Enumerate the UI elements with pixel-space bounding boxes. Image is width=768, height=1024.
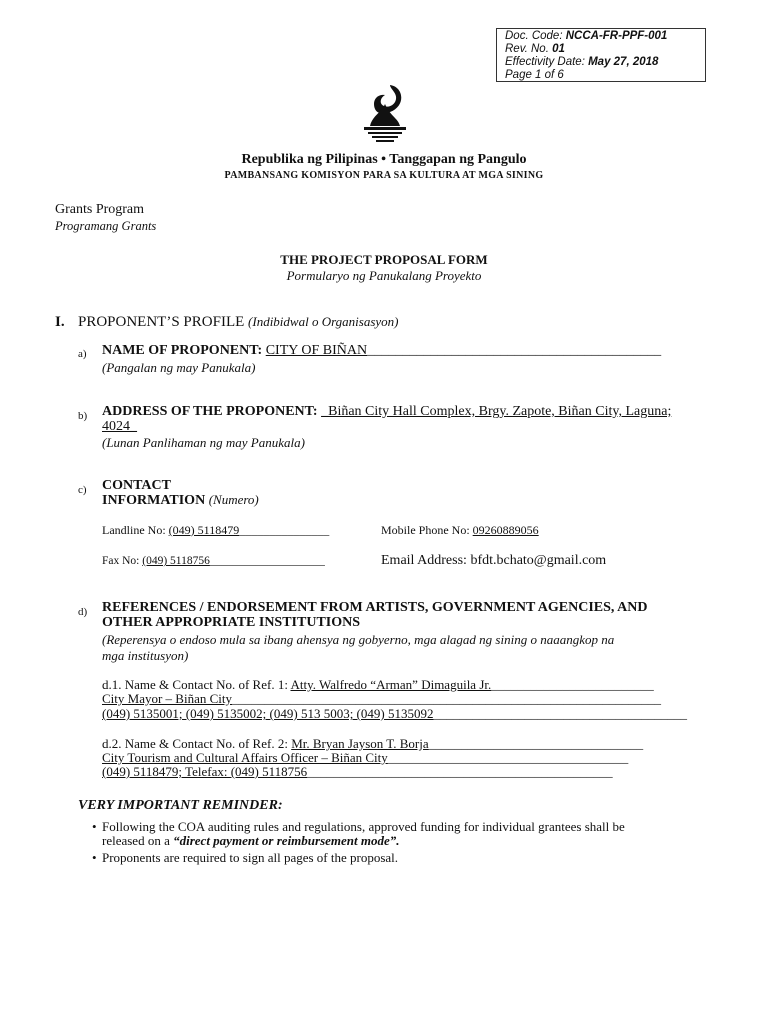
ref1-name: Atty. Walfredo “Arman” Dimaguila Jr. — [290, 677, 492, 692]
reminder-b1-emphasis: “direct payment or reimbursement mode”. — [173, 833, 400, 848]
effectivity-value: May 27, 2018 — [588, 56, 659, 68]
landline-value: (049) 5118479 — [168, 523, 240, 537]
form-title: THE PROJECT PROPOSAL FORM — [280, 252, 488, 267]
program-name: Grants Program — [55, 202, 145, 217]
bullet-icon: • — [92, 850, 97, 865]
item-b-letter: b) — [78, 410, 88, 422]
email-value: bfdt.bchato@gmail.com — [470, 553, 607, 568]
program-name-tl: Programang Grants — [55, 219, 157, 233]
ref2-name-line: _________________________________ — [428, 736, 644, 751]
item-a-letter: a) — [78, 348, 87, 360]
section-number: I. — [55, 314, 65, 330]
ref1-name-line: _________________________ — [491, 677, 654, 692]
references-title-line2: OTHER APPROPRIATE INSTITUTIONS — [102, 615, 361, 630]
agency-header-line1: Republika ng Pilipinas • Tanggapan ng Pangulo — [241, 152, 527, 167]
proponent-name-label: NAME OF PROPONENT: — [102, 343, 263, 358]
references-title-line1: REFERENCES / ENDORSEMENT FROM ARTISTS, GOVERNMENT AGENCIES, AND — [102, 600, 648, 615]
doc-code-value: NCCA-FR-PPF-001 — [565, 30, 668, 42]
rev-value: 01 — [552, 43, 565, 55]
ref2-phone-line: _______________________________________________ — [307, 764, 613, 779]
section-heading — [55, 314, 399, 331]
item-c-letter: c) — [78, 484, 87, 496]
item-d-letter: d) — [78, 606, 88, 618]
doc-code-label: Doc. Code: — [505, 30, 563, 42]
contact-label-tl: (Numero) — [208, 492, 259, 507]
ref2-phone-row — [102, 764, 613, 780]
ref2-title: City Tourism and Cultural Affairs Officer – Biñan City — [102, 750, 388, 765]
effectivity-label: Effectivity Date: — [505, 56, 585, 68]
address-value-line1: _Biñan City Hall Complex, Brgy. Zapote, Biñan City, Laguna; — [321, 404, 672, 419]
email-row — [381, 553, 606, 569]
ref2-phone: (049) 5118479; Telefax: (049) 5118756 — [102, 764, 308, 779]
proponent-name-row — [102, 343, 661, 359]
proponent-name-sub: (Pangalan ng may Panukala) — [102, 360, 256, 375]
section-title-tl: (Indibidwal o Organisasyon) — [248, 314, 399, 329]
proponent-name-line: __________________________________________ — [367, 343, 662, 358]
references-sub-line2: mga institusyon) — [102, 648, 189, 663]
reminder-title: VERY IMPORTANT REMINDER: — [78, 798, 283, 813]
address-label: ADDRESS OF THE PROPONENT: — [102, 404, 318, 419]
address-value-line2: 4024_ — [102, 419, 137, 434]
mobile-value: 09260889056 — [472, 523, 539, 537]
ref1-phone: (049) 5135001; (049) 5135002; (049) 513 5003; (049) 5135092 — [102, 706, 434, 721]
landline-line: _______________ — [239, 523, 330, 537]
address-sub: (Lunan Panlihaman ng may Panukala) — [102, 435, 305, 450]
fax-label: Fax No: — [102, 555, 140, 567]
bullet-icon: • — [92, 819, 97, 834]
reminder-b1-line2: released on a — [102, 833, 174, 848]
ref1-title-line: __________________________________________________________________ — [232, 691, 661, 706]
ref1-phone-row — [102, 706, 687, 722]
fax-row — [102, 555, 325, 567]
ref2-title-line: _____________________________________ — [387, 750, 629, 765]
contact-label2: INFORMATION — [102, 493, 206, 508]
reminder-bullet-1-cont — [102, 833, 400, 849]
form-subtitle: Pormularyo ng Panukalang Proyekto — [286, 268, 482, 283]
doc-code-box — [496, 28, 706, 82]
proponent-name-value: CITY OF BIÑAN — [265, 343, 368, 358]
landline-row — [102, 523, 329, 538]
ref2-label: d.2. Name & Contact No. of Ref. 2: — [102, 736, 288, 751]
landline-label: Landline No: — [102, 523, 166, 537]
fax-value: (049) 5118756 — [142, 555, 210, 567]
agency-header-line2: PAMBANSANG KOMISYON PARA SA KULTURA AT MGA SINING — [224, 170, 544, 181]
reminder-b1-line1: Following the COA auditing rules and regulations, approved funding for individual grantees shall be — [102, 819, 625, 834]
page-number: Page 1 of 6 — [505, 69, 564, 81]
mobile-row — [381, 523, 539, 538]
ref1-phone-line: _______________________________________ — [433, 706, 687, 721]
rev-label: Rev. No. — [505, 43, 549, 55]
address-row — [102, 404, 671, 420]
ref1-title-row — [102, 691, 661, 707]
section-title: PROPONENT’S PROFILE — [78, 314, 245, 330]
ref1-label: d.1. Name & Contact No. of Ref. 1: — [102, 677, 288, 692]
email-label: Email Address: — [381, 553, 467, 568]
ncca-logo-icon — [360, 82, 410, 144]
ref2-name: Mr. Bryan Jayson T. Borja — [291, 736, 429, 751]
contact-label1: CONTACT — [102, 478, 171, 493]
references-sub-line1: (Reperensya o endoso mula sa ibang ahensya ng gobyerno, mga alagad ng sining o naaangkop na — [102, 632, 615, 647]
fax-line: ____________________ — [209, 555, 325, 567]
reminder-b2: Proponents are required to sign all pages of the proposal. — [102, 850, 399, 865]
mobile-label: Mobile Phone No: — [381, 523, 470, 537]
ref1-title: City Mayor – Biñan City — [102, 691, 232, 706]
reminder-bullet-2 — [92, 850, 399, 866]
contact-label2-row — [102, 492, 259, 509]
